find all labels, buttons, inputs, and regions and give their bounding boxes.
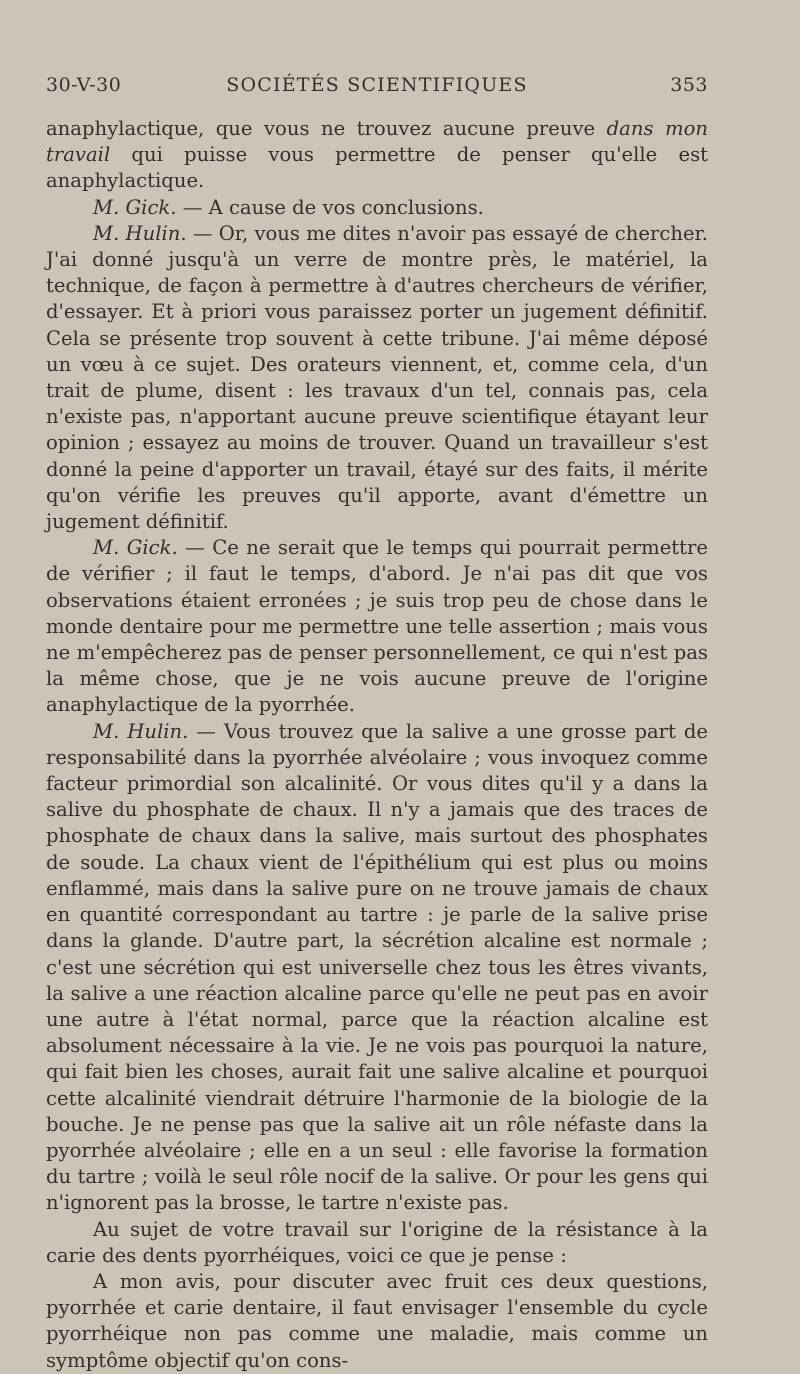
speaker-name: M. Gick.	[93, 536, 178, 560]
header-running-title: SOCIÉTÉS SCIENTIFIQUES	[226, 74, 528, 96]
paragraph: anaphylactique, que vous ne trouvez aucune preuve dans mon travail qui puisse vous permettre de penser qu'elle est anaphylactique.	[46, 117, 708, 193]
header-page-number: 353	[670, 74, 708, 96]
body-text	[46, 116, 708, 1374]
speaker-name: M. Hulin.	[93, 221, 187, 245]
paragraph: M. Hulin. — Or, vous me dites n'avoir pas essayé de chercher. J'ai donné jusqu'à un verre de montre près, le matériel, la technique, de façon à permettre à d'autres chercheurs de vérifier, d'essayer. Et à priori vous paraissez porter un jugement définitif. Cela se présente trop souvent à cette tribune. J'ai même déposé un vœu à ce sujet. Des orateurs viennent, et, comme cela, d'un trait de plume, disent : les travaux d'un tel, connais pas, cela n'existe pas, n'apportant aucune preuve scientifique étayant leur opinion ; essayez au moins de trouver. Quand un travailleur s'est donné la peine d'apporter un travail, étayé sur des faits, il mérite qu'on vérifie les preuves qu'il apporte, avant d'émettre un jugement définitif.	[46, 221, 708, 534]
paragraph: A mon avis, pour discuter avec fruit ces deux questions, pyorrhée et carie dentaire, il faut envisager l'ensemble du cycle pyorrhéique non pas comme une maladie, mais comme un symptôme objectif qu'on cons-	[46, 1269, 708, 1372]
paragraph: M. Hulin. — Vous trouvez que la salive a une grosse part de responsabilité dans la pyorrhée alvéolaire ; vous invoquez comme facteur primordial son alcalinité. Or vous dites qu'il y a dans la salive du phosphate de chaux. Il n'y a jamais que des traces de phosphate de chaux dans la salive, mais surtout des phosphates de soude. La chaux vient de l'épithélium qui est plus ou moins enflammé, mais dans la salive pure on ne trouve jamais de chaux en quantité correspondant au tartre : je parle de la salive prise dans la glande. D'autre part, la sécrétion alcaline est normale ; c'est une sécrétion qui est universelle chez tous les êtres vivants, la salive a une réaction alcaline parce qu'elle ne peut pas en avoir une autre à l'état normal, parce que la réaction alcaline est absolument nécessaire à la vie. Je ne vois pas pourquoi la nature, qui fait bien les choses, aurait fait une salive alcaline et pourquoi cette alcalinité viendrait détruire l'harmonie de la biologie de la bouche. Je ne pense pas que la salive ait un rôle néfaste dans la pyorrhée alvéolaire ; elle en a un seul : elle favorise la formation du tartre ; voilà le seul rôle nocif de la salive. Or pour les gens qui n'ignorent pas la brosse, le tartre n'existe pas.	[46, 719, 708, 1215]
paragraph: Au sujet de votre travail sur l'origine de la résistance à la carie des dents pyorrhéiques, voici ce que je pense :	[46, 1217, 708, 1267]
speaker-name: M. Gick.	[93, 195, 177, 219]
header-date: 30-V-30	[46, 74, 122, 96]
paragraph: M. Gick. — A cause de vos conclusions.	[93, 195, 484, 219]
emphasis-text: dans mon travail	[46, 117, 708, 167]
running-header	[46, 74, 708, 98]
paragraph: M. Gick. — Ce ne serait que le temps qui pourrait permettre de vérifier ; il faut le temps, d'abord. Je n'ai pas dit que vos observations étaient erronées ; je suis trop peu de chose dans le monde dentaire pour me permettre une telle assertion ; mais vous ne m'empêcherez pas de penser personnellement, ce qui n'est pas la même chose, que je ne vois aucune preuve de l'origine anaphylactique de la pyorrhée.	[46, 536, 708, 717]
speaker-name: M. Hulin.	[93, 719, 189, 743]
